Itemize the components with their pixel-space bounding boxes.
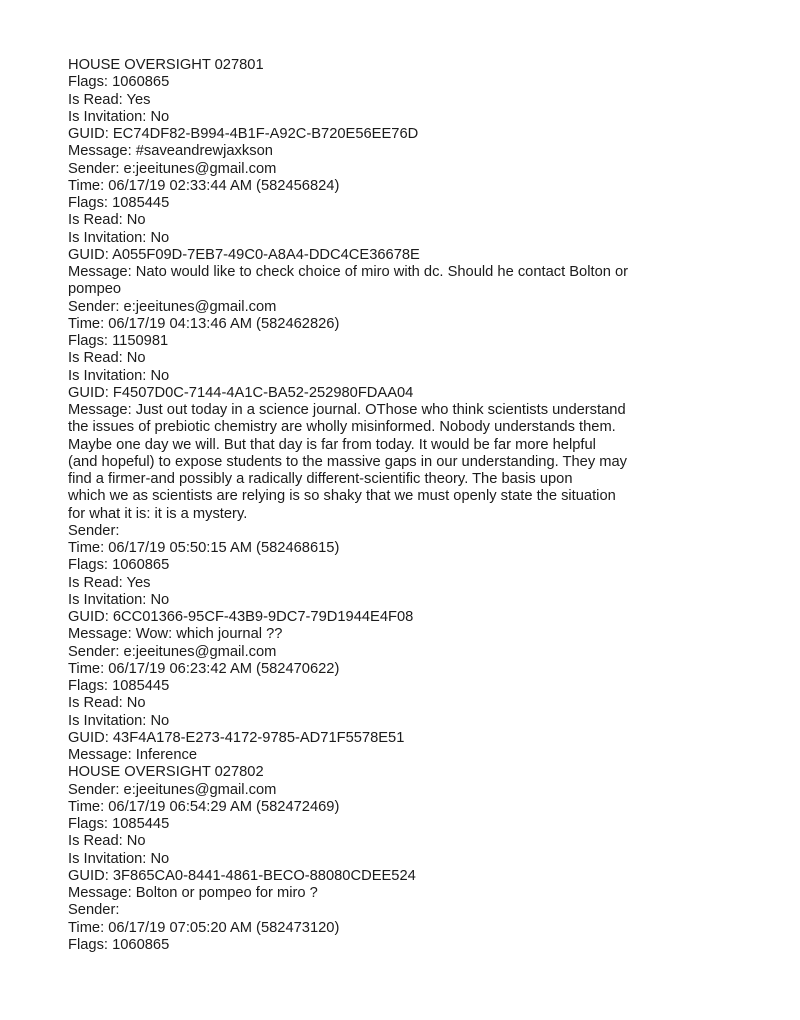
text-line: Message: Nato would like to check choice of miro with dc. Should he contact Bolton or <box>68 264 629 280</box>
text-line: Flags: 1085445 <box>68 816 170 832</box>
text-line: Flags: 1150981 <box>68 333 169 349</box>
text-line: HOUSE OVERSIGHT 027801 <box>68 57 264 73</box>
text-line: Sender: e:jeeitunes@gmail.com <box>68 298 277 315</box>
text-line: GUID: 43F4A178-E273-4172-9785-AD71F5578E51 <box>68 729 405 746</box>
text-line: Message: Wow: which journal ?? <box>68 626 283 643</box>
text-line: Time: 06/17/19 06:54:29 AM (582472469) <box>68 798 340 815</box>
text-line: Is Read: No <box>68 350 146 367</box>
text-line: Is Invitation: No <box>68 367 170 384</box>
text-line: Sender: e:jeeitunes@gmail.com <box>68 781 277 798</box>
text-line: (and hopeful) to expose students to the massive gaps in our understanding. They may <box>68 453 628 470</box>
text-line: Message: Inference <box>68 747 197 763</box>
text-line: GUID: F4507D0C-7144-4A1C-BA52-252980FDAA04 <box>68 384 414 401</box>
text-line: Flags: 1085445 <box>68 678 170 694</box>
text-line: pompeo <box>68 281 122 298</box>
text-line: Time: 06/17/19 06:23:42 AM (582470622) <box>68 660 340 677</box>
text-line: the issues of prebiotic chemistry are wholly misinformed. Nobody understands them. <box>68 419 616 436</box>
text-line: Is Invitation: No <box>68 229 170 246</box>
text-line: Time: 06/17/19 07:05:20 AM (582473120) <box>68 919 340 936</box>
text-line: GUID: A055F09D-7EB7-49C0-A8A4-DDC4CE36678E <box>68 246 420 263</box>
text-line: Is Invitation: No <box>68 108 170 125</box>
text-line: Sender: <box>68 522 120 539</box>
text-line: Is Invitation: No <box>68 712 170 729</box>
text-line: Flags: 1060865 <box>68 936 170 953</box>
text-line: Message: Bolton or pompeo for miro ? <box>68 885 318 901</box>
text-line: Flags: 1085445 <box>68 195 170 211</box>
text-line: Sender: e:jeeitunes@gmail.com <box>68 160 277 177</box>
text-line: Sender: <box>68 902 120 919</box>
text-line: Is Read: No <box>68 833 146 850</box>
text-line: GUID: EC74DF82-B994-4B1F-A92C-B720E56EE76D <box>68 126 419 142</box>
text-line: Maybe one day we will. But that day is far from today. It would be far more helpful <box>68 436 596 453</box>
text-line: HOUSE OVERSIGHT 027802 <box>68 764 264 781</box>
text-line: find a firmer-and possibly a radically different-scientific theory. The basis upon <box>68 471 573 487</box>
text-line: Flags: 1060865 <box>68 557 170 574</box>
text-line: GUID: 6CC01366-95CF-43B9-9DC7-79D1944E4F08 <box>68 609 414 625</box>
text-line: Is Invitation: No <box>68 850 170 867</box>
text-line: Message: #saveandrewjaxkson <box>68 143 273 160</box>
text-line: Is Read: Yes <box>68 91 151 108</box>
text-line: Time: 06/17/19 02:33:44 AM (582456824) <box>68 177 340 194</box>
text-line: Sender: e:jeeitunes@gmail.com <box>68 643 277 660</box>
text-line: Flags: 1060865 <box>68 74 170 91</box>
text-line: for what it is: it is a mystery. <box>68 505 248 522</box>
text-line: Is Invitation: No <box>68 591 170 608</box>
text-line: Is Read: Yes <box>68 574 151 591</box>
text-line: which we as scientists are relying is so shaky that we must openly state the situation <box>68 488 616 505</box>
text-line: Message: Just out today in a science journal. OThose who think scientists understand <box>68 402 626 418</box>
text-line: Is Read: No <box>68 212 146 229</box>
text-line: GUID: 3F865CA0-8441-4861-BECO-88080CDEE524 <box>68 867 416 884</box>
text-line: Time: 06/17/19 04:13:46 AM (582462826) <box>68 315 340 332</box>
text-line: Time: 06/17/19 05:50:15 AM (582468615) <box>68 540 340 556</box>
text-block <box>68 57 768 954</box>
text-line: Is Read: No <box>68 695 146 712</box>
